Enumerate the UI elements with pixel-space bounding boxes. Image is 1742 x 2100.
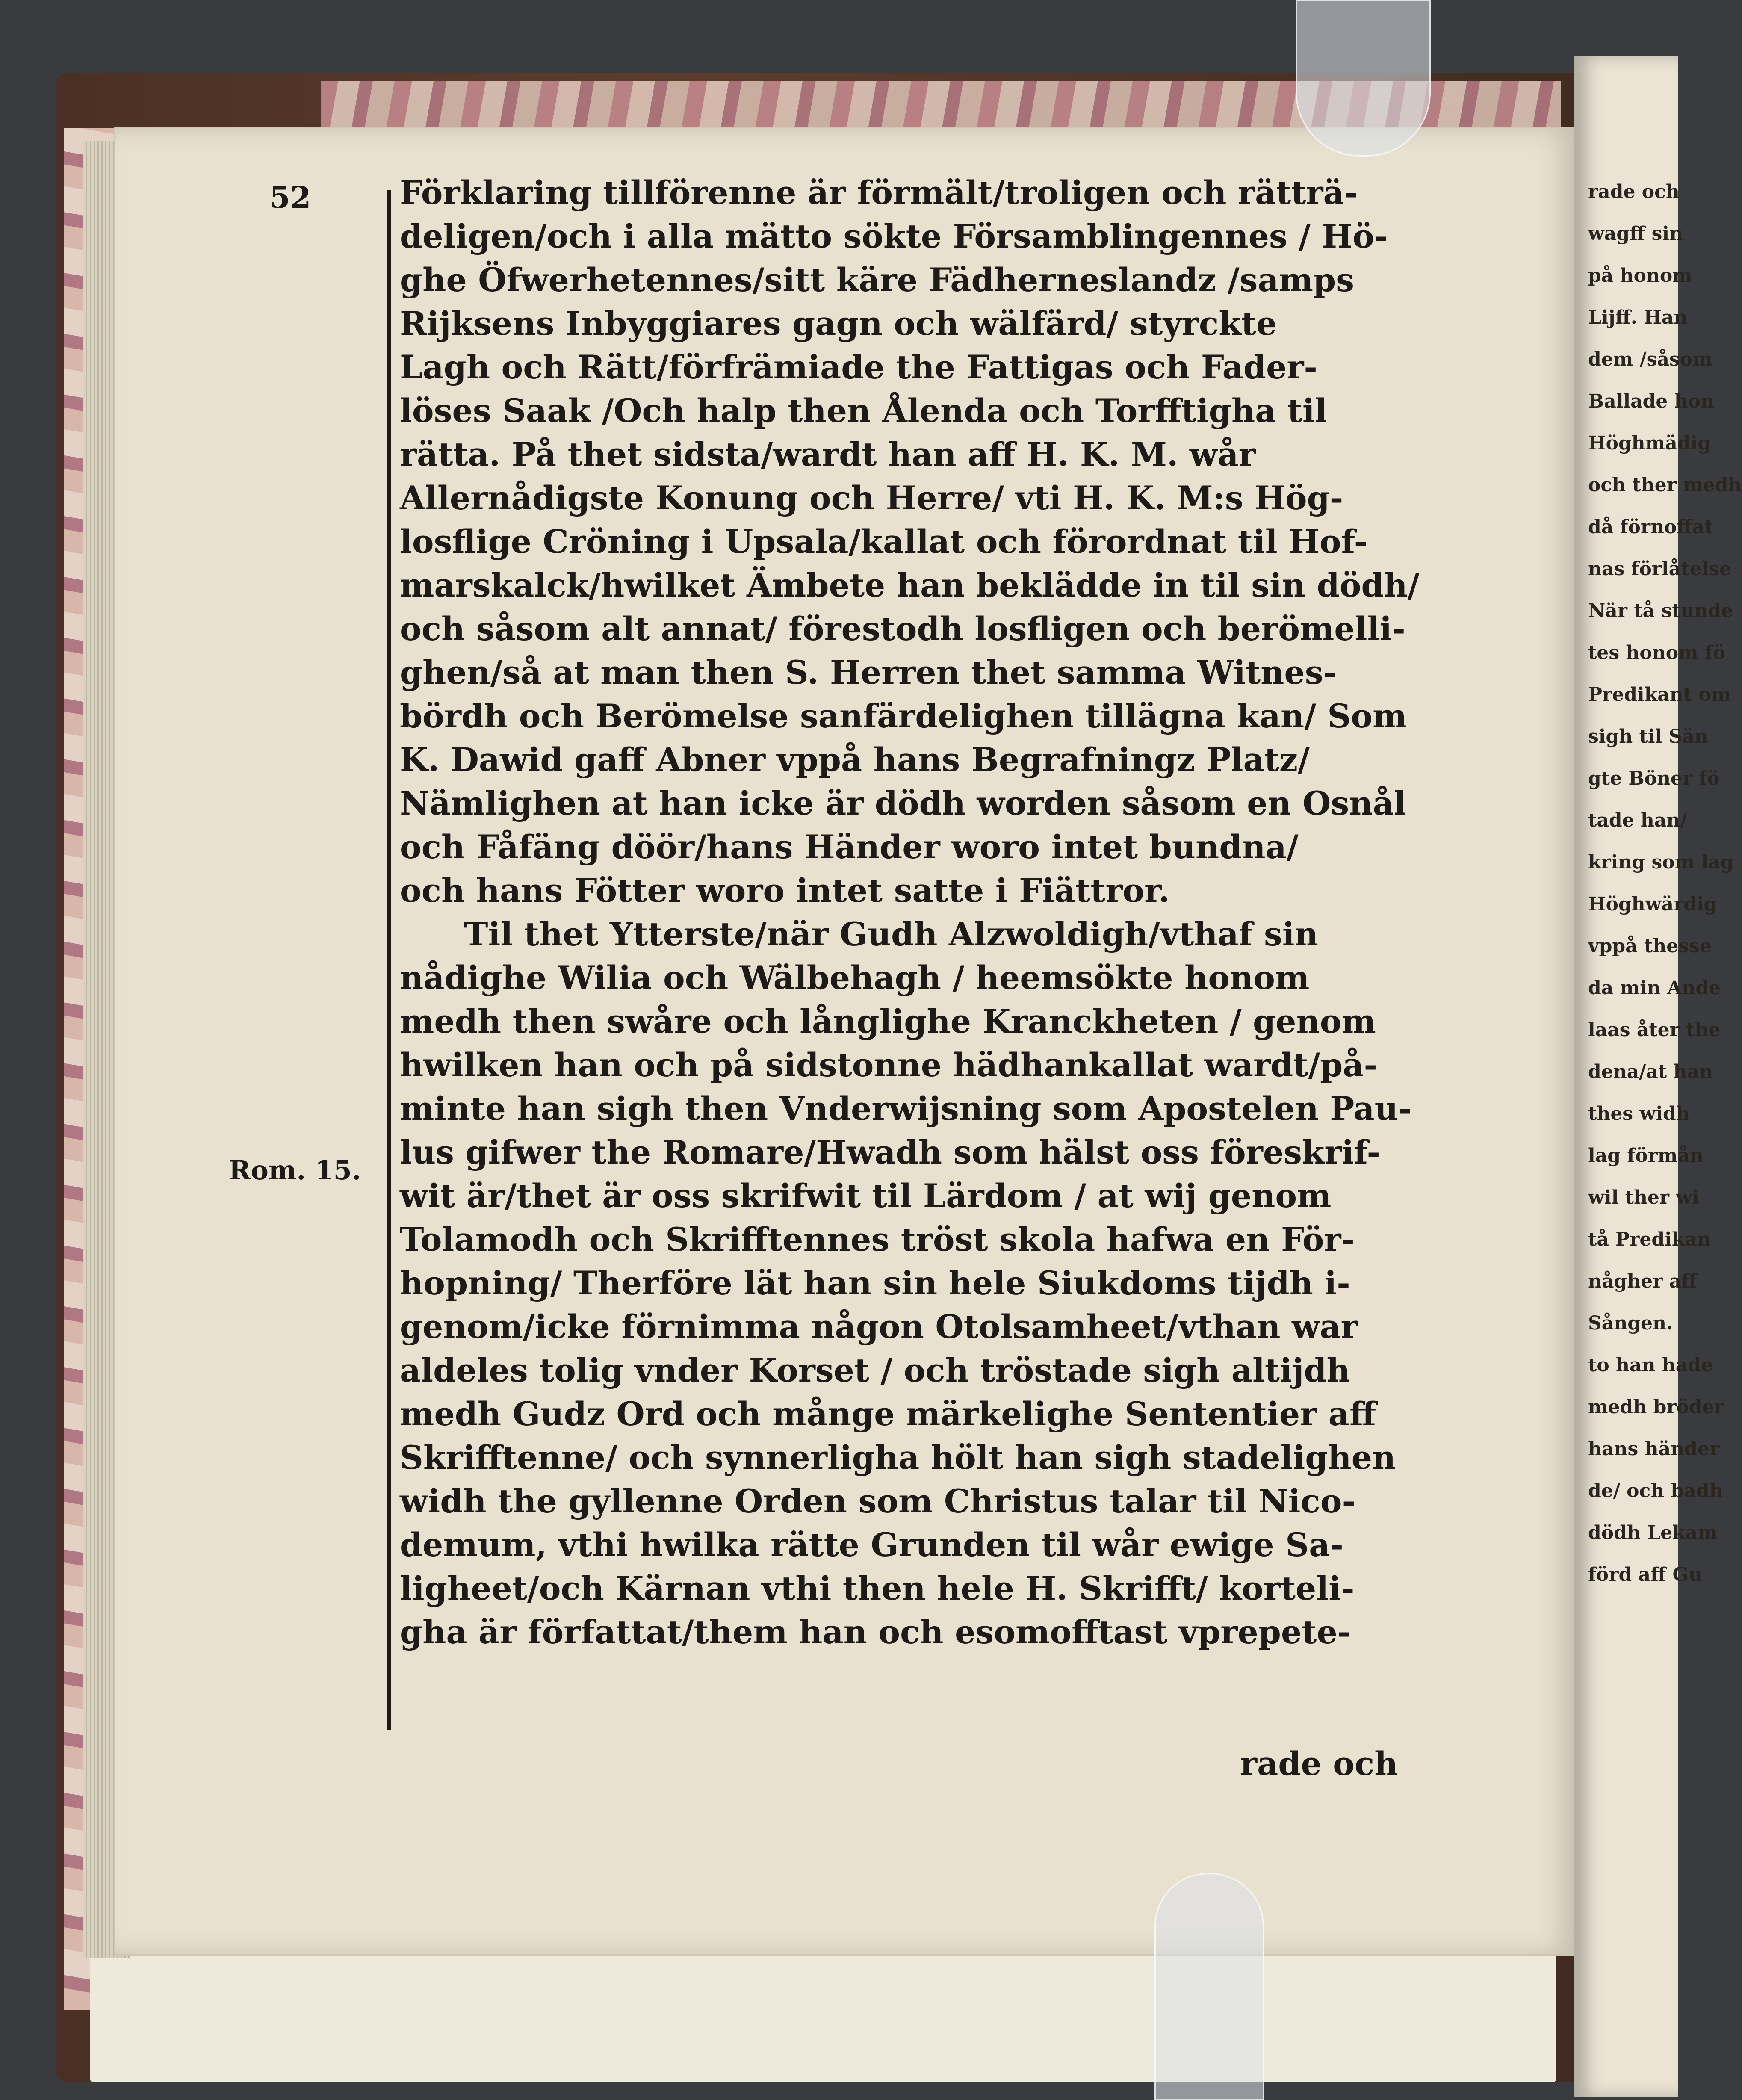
text-line: lus gifwer the Romare/Hwadh som hälst oss föreskrif- <box>400 1133 1380 1171</box>
facing-text-line: de/ och badh <box>1588 1480 1723 1502</box>
text-line: Skrifftenne/ och synnerligha hölt han sigh stadelighen <box>400 1438 1396 1477</box>
facing-text-line: vppå thesse <box>1588 935 1712 957</box>
text-line: K. Dawid gaff Abner vppå hans Begrafningz Platz/ <box>400 741 1310 779</box>
text-line: Nämlighen at han icke är dödh worden såsom en Osnål <box>400 784 1406 822</box>
text-line: Rijksens Inbyggiares gagn och wälfärd/ styrckte <box>400 304 1277 343</box>
text-line: losflige Cröning i Upsala/kallat och förordnat til Hof- <box>400 523 1368 561</box>
text-line: nådighe Wilia och Wälbehagh / heemsökte honom <box>400 959 1310 997</box>
facing-text-line: då förnoffat <box>1588 516 1713 538</box>
text-line: ghen/så at man then S. Herren thet samma Witnes- <box>400 653 1337 691</box>
page-number: 52 <box>269 180 311 215</box>
text-line: demum, vthi hwilka rätte Grunden til wår ewige Sa- <box>400 1526 1343 1564</box>
facing-text-line: da min Ande <box>1588 977 1721 999</box>
text-line: deligen/och i alla mätto sökte Församblingennes / Hö- <box>400 217 1388 255</box>
facing-text-line: på honom <box>1588 265 1692 286</box>
text-line: ghe Öfwerhetennes/sitt käre Fädherneslandz /samps <box>400 261 1354 299</box>
facing-text-line: Lijff. Han <box>1588 307 1688 328</box>
margin-rule <box>387 190 391 1730</box>
facing-text-line: kring som lag <box>1588 851 1734 873</box>
margin-note: Rom. 15. <box>229 1155 361 1186</box>
text-line: och Fåfäng döör/hans Händer woro intet bundna/ <box>400 828 1299 866</box>
facing-text-line: sigh til Sän <box>1588 726 1708 747</box>
text-line: Allernådigste Konung och Herre/ vti H. K. M:s Hög- <box>400 479 1343 517</box>
facing-text-line: hans händer <box>1588 1438 1720 1460</box>
text-line: ligheet/och Kärnan vthi then hele H. Skrifft/ korteli- <box>400 1569 1355 1607</box>
text-line: Förklaring tillförenne är förmält/troligen och rätträ- <box>400 174 1358 212</box>
facing-text-line: tade han/ <box>1588 809 1687 831</box>
facing-text-line: förd aff Gu <box>1588 1564 1703 1586</box>
catchword: rade och <box>1240 1745 1398 1783</box>
facing-text-line: När tå stunde <box>1588 600 1733 622</box>
text-line: widh the gyllenne Orden som Christus talar til Nico- <box>400 1482 1356 1520</box>
facing-text-line: tå Predikan <box>1588 1229 1711 1250</box>
text-line: och hans Fötter woro intet satte i Fiättror. <box>400 871 1170 910</box>
text-line: hwilken han och på sidstonne hädhankallat wardt/på- <box>400 1046 1378 1084</box>
facing-text-line: nas förlåtelse <box>1588 558 1732 580</box>
page-clip-bottom <box>1154 1873 1264 2100</box>
facing-text-line: lag förmån <box>1588 1145 1704 1167</box>
facing-text-line: thes widh <box>1588 1103 1690 1125</box>
facing-text-line: to han hade <box>1588 1354 1713 1376</box>
text-line: medh Gudz Ord och månge märkelighe Sententier aff <box>400 1395 1376 1433</box>
text-line: Tolamodh och Skrifftennes tröst skola hafwa en För- <box>400 1220 1355 1258</box>
text-line: och såsom alt annat/ förestodh losfligen och berömelli- <box>400 610 1405 648</box>
text-line: medh then swåre och långlighe Kranckheten / genom <box>400 1002 1376 1040</box>
facing-page-text <box>1588 171 1742 1596</box>
text-line: hopning/ Therföre lät han sin hele Siukdoms tijdh i- <box>400 1264 1350 1302</box>
facing-text-line: Höghmädig <box>1588 432 1711 454</box>
facing-page <box>1574 56 1742 2097</box>
text-line: minte han sigh then Vnderwijsning som Apostelen Pau- <box>400 1090 1412 1128</box>
facing-text-line: Ballade hon <box>1588 390 1715 412</box>
facing-text-line: dödh Lekam <box>1588 1522 1718 1544</box>
facing-text-line: medh bröder <box>1588 1396 1724 1418</box>
text-line: bördh och Berömelse sanfärdelighen tillägna kan/ Som <box>400 697 1407 735</box>
facing-text-line: wil ther wi <box>1588 1187 1700 1208</box>
text-line: marskalck/hwilket Ämbete han beklädde in til sin dödh/ <box>400 566 1420 604</box>
page-clip-top <box>1296 0 1431 157</box>
facing-text-line: tes honom fö <box>1588 642 1726 664</box>
text-line: gha är författat/them han och esomofftast vprepete- <box>400 1613 1351 1651</box>
facing-text-line: dena/at han <box>1588 1061 1713 1083</box>
text-line: Til thet Ytterste/när Gudh Alzwoldigh/vthaf sin <box>464 915 1318 953</box>
facing-text-line: och ther medh <box>1588 474 1742 496</box>
facing-text-line: Sången. <box>1588 1312 1673 1334</box>
facing-text-line: dem /såsom <box>1588 349 1712 370</box>
text-line: rätta. På thet sidsta/wardt han aff H. K. M. wår <box>400 435 1256 473</box>
facing-text-line: Predikant om <box>1588 684 1731 706</box>
text-line: genom/icke förnimma någon Otolsamheet/vthan war <box>400 1308 1358 1346</box>
facing-text-line: laas åter the <box>1588 1019 1721 1041</box>
text-line: aldeles tolig vnder Korset / och tröstade sigh altijdh <box>400 1351 1350 1389</box>
facing-text-line: wagff sin <box>1588 223 1683 245</box>
facing-text-line: rade och <box>1588 181 1680 203</box>
facing-text-line: någher aff <box>1588 1270 1697 1292</box>
body-text <box>400 171 1426 1654</box>
text-line: wit är/thet är oss skrifwit til Lärdom / at wij genom <box>400 1177 1332 1215</box>
text-line: Lagh och Rätt/förfrämiade the Fattigas och Fader- <box>400 348 1317 386</box>
text-line: löses Saak /Och halp then Ålenda och Torfftigha til <box>400 392 1327 430</box>
facing-text-line: Höghwärdig <box>1588 893 1717 915</box>
facing-text-line: gte Böner fö <box>1588 768 1720 789</box>
